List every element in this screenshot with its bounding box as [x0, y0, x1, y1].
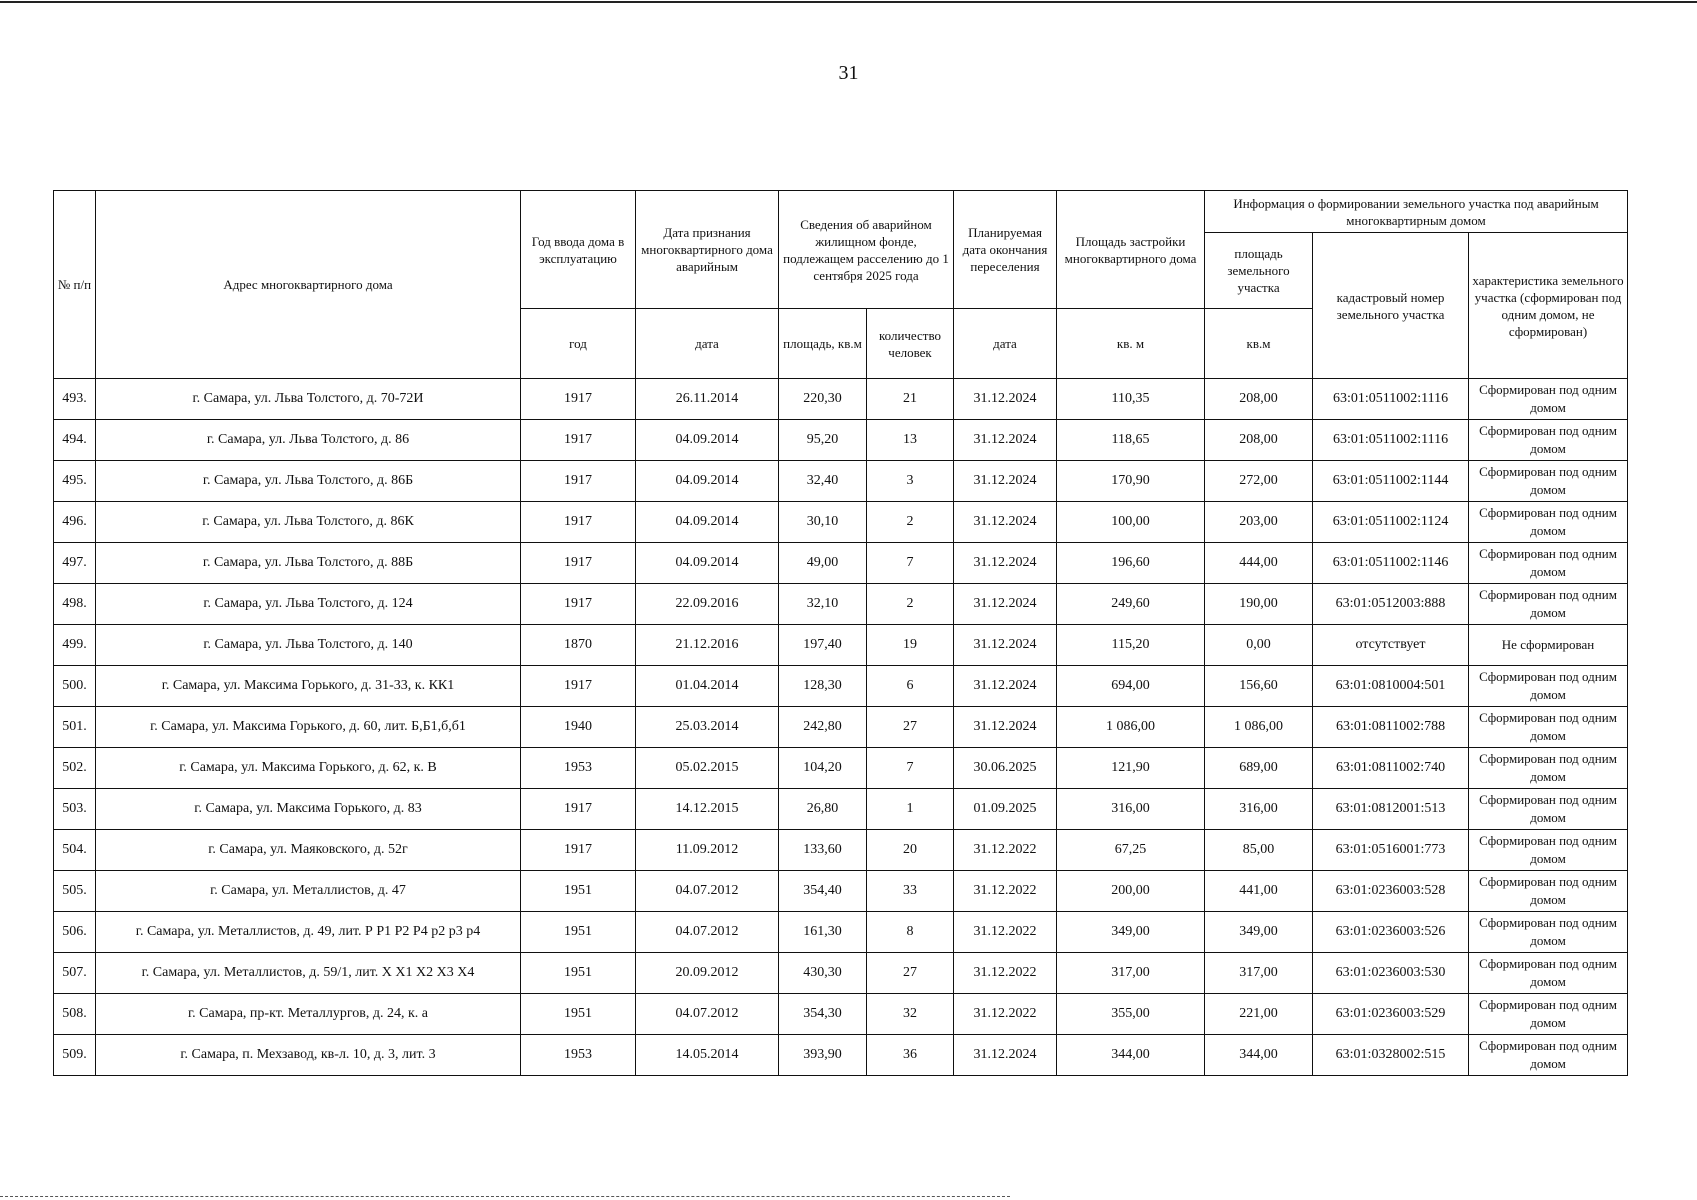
cell-address: г. Самара, ул. Льва Толстого, д. 86: [96, 420, 521, 461]
table-row: [54, 461, 1628, 502]
cell-people: 7: [867, 748, 954, 789]
cell-date-declared: 04.09.2014: [636, 461, 779, 502]
cell-planned-date: 31.12.2024: [954, 379, 1057, 420]
cell-date-declared: 01.04.2014: [636, 666, 779, 707]
table-row: [54, 379, 1628, 420]
cell-address: г. Самара, ул. Металлистов, д. 47: [96, 871, 521, 912]
cell-year: 1917: [521, 666, 636, 707]
bottom-border-line: [0, 1196, 1010, 1197]
cell-date-declared: 22.09.2016: [636, 584, 779, 625]
cell-land-area: 0,00: [1205, 625, 1313, 666]
cell-status: Сформирован под одним домом: [1469, 420, 1628, 461]
cell-land-area: 208,00: [1205, 379, 1313, 420]
cell-cadastral: отсутствует: [1313, 625, 1469, 666]
table-row: [54, 625, 1628, 666]
cell-people: 3: [867, 461, 954, 502]
cell-land-area: 317,00: [1205, 953, 1313, 994]
cell-land-area: 156,60: [1205, 666, 1313, 707]
table-row: [54, 584, 1628, 625]
cell-building-area: 67,25: [1057, 830, 1205, 871]
unit-land-area: кв.м: [1205, 309, 1313, 379]
cell-area: 430,30: [779, 953, 867, 994]
page-number: 31: [838, 62, 859, 84]
cell-building-area: 1 086,00: [1057, 707, 1205, 748]
cell-land-area: 349,00: [1205, 912, 1313, 953]
cell-land-area: 344,00: [1205, 1035, 1313, 1076]
cell-address: г. Самара, ул. Льва Толстого, д. 70-72И: [96, 379, 521, 420]
cell-num: 505.: [54, 871, 96, 912]
cell-address: г. Самара, ул. Льва Толстого, д. 86Б: [96, 461, 521, 502]
cell-address: г. Самара, ул. Максима Горького, д. 31-33, к. КК1: [96, 666, 521, 707]
table-row: [54, 789, 1628, 830]
cell-year: 1870: [521, 625, 636, 666]
cell-date-declared: 14.12.2015: [636, 789, 779, 830]
cell-people: 6: [867, 666, 954, 707]
cell-num: 496.: [54, 502, 96, 543]
cell-status: Сформирован под одним домом: [1469, 994, 1628, 1035]
cell-num: 493.: [54, 379, 96, 420]
cell-address: г. Самара, ул. Максима Горького, д. 62, к. В: [96, 748, 521, 789]
cell-land-area: 272,00: [1205, 461, 1313, 502]
emergency-housing-table: [53, 190, 1628, 1076]
table-row: [54, 707, 1628, 748]
cell-building-area: 344,00: [1057, 1035, 1205, 1076]
cell-address: г. Самара, п. Мехзавод, кв-л. 10, д. 3, лит. 3: [96, 1035, 521, 1076]
cell-num: 499.: [54, 625, 96, 666]
cell-date-declared: 26.11.2014: [636, 379, 779, 420]
table-row: [54, 543, 1628, 584]
cell-cadastral: 63:01:0511002:1124: [1313, 502, 1469, 543]
cell-year: 1951: [521, 912, 636, 953]
cell-year: 1951: [521, 871, 636, 912]
cell-cadastral: 63:01:0516001:773: [1313, 830, 1469, 871]
cell-year: 1917: [521, 830, 636, 871]
cell-land-area: 441,00: [1205, 871, 1313, 912]
cell-status: Не сформирован: [1469, 625, 1628, 666]
cell-people: 8: [867, 912, 954, 953]
cell-planned-date: 31.12.2024: [954, 707, 1057, 748]
cell-status: Сформирован под одним домом: [1469, 912, 1628, 953]
cell-people: 1: [867, 789, 954, 830]
cell-building-area: 249,60: [1057, 584, 1205, 625]
table-row: [54, 1035, 1628, 1076]
cell-cadastral: 63:01:0811002:740: [1313, 748, 1469, 789]
cell-planned-date: 31.12.2024: [954, 461, 1057, 502]
cell-num: 504.: [54, 830, 96, 871]
cell-planned-date: 31.12.2022: [954, 953, 1057, 994]
cell-status: Сформирован под одним домом: [1469, 953, 1628, 994]
cell-building-area: 170,90: [1057, 461, 1205, 502]
cell-status: Сформирован под одним домом: [1469, 666, 1628, 707]
cell-area: 242,80: [779, 707, 867, 748]
cell-status: Сформирован под одним домом: [1469, 543, 1628, 584]
cell-planned-date: 01.09.2025: [954, 789, 1057, 830]
cell-year: 1951: [521, 953, 636, 994]
cell-area: 393,90: [779, 1035, 867, 1076]
cell-year: 1917: [521, 420, 636, 461]
cell-num: 500.: [54, 666, 96, 707]
cell-num: 502.: [54, 748, 96, 789]
cell-cadastral: 63:01:0511002:1116: [1313, 379, 1469, 420]
cell-people: 32: [867, 994, 954, 1035]
cell-planned-date: 31.12.2024: [954, 584, 1057, 625]
header-cadastral-number: кадастровый номер земельного участка: [1313, 233, 1469, 379]
cell-people: 13: [867, 420, 954, 461]
cell-people: 27: [867, 707, 954, 748]
cell-num: 495.: [54, 461, 96, 502]
cell-planned-date: 31.12.2024: [954, 543, 1057, 584]
cell-status: Сформирован под одним домом: [1469, 461, 1628, 502]
cell-year: 1953: [521, 748, 636, 789]
cell-building-area: 115,20: [1057, 625, 1205, 666]
cell-date-declared: 04.09.2014: [636, 543, 779, 584]
header-date-declared: Дата признания многоквартирного дома аварийным: [636, 191, 779, 309]
cell-planned-date: 31.12.2024: [954, 502, 1057, 543]
cell-status: Сформирован под одним домом: [1469, 748, 1628, 789]
cell-planned-date: 30.06.2025: [954, 748, 1057, 789]
cell-people: 21: [867, 379, 954, 420]
cell-land-area: 208,00: [1205, 420, 1313, 461]
unit-date-declared: дата: [636, 309, 779, 379]
cell-planned-date: 31.12.2022: [954, 871, 1057, 912]
cell-date-declared: 04.09.2014: [636, 420, 779, 461]
unit-planned-date: дата: [954, 309, 1057, 379]
cell-people: 2: [867, 502, 954, 543]
cell-area: 49,00: [779, 543, 867, 584]
cell-building-area: 317,00: [1057, 953, 1205, 994]
cell-status: Сформирован под одним домом: [1469, 584, 1628, 625]
cell-date-declared: 14.05.2014: [636, 1035, 779, 1076]
unit-year: год: [521, 309, 636, 379]
cell-building-area: 118,65: [1057, 420, 1205, 461]
unit-people: количество человек: [867, 309, 954, 379]
header-emergency-info: Сведения об аварийном жилищном фонде, подлежащем расселению до 1 сентября 2025 года: [779, 191, 954, 309]
cell-address: г. Самара, ул. Льва Толстого, д. 140: [96, 625, 521, 666]
cell-planned-date: 31.12.2024: [954, 625, 1057, 666]
cell-land-area: 444,00: [1205, 543, 1313, 584]
cell-area: 30,10: [779, 502, 867, 543]
cell-planned-date: 31.12.2022: [954, 912, 1057, 953]
cell-address: г. Самара, ул. Металлистов, д. 59/1, лит. Х Х1 Х2 Х3 Х4: [96, 953, 521, 994]
cell-address: г. Самара, ул. Металлистов, д. 49, лит. Р Р1 Р2 Р4 р2 р3 р4: [96, 912, 521, 953]
cell-land-area: 316,00: [1205, 789, 1313, 830]
table-row: [54, 748, 1628, 789]
unit-building-area: кв. м: [1057, 309, 1205, 379]
cell-planned-date: 31.12.2024: [954, 1035, 1057, 1076]
cell-year: 1917: [521, 502, 636, 543]
cell-date-declared: 04.07.2012: [636, 871, 779, 912]
cell-building-area: 196,60: [1057, 543, 1205, 584]
cell-address: г. Самара, ул. Максима Горького, д. 60, лит. Б,Б1,б,б1: [96, 707, 521, 748]
cell-status: Сформирован под одним домом: [1469, 379, 1628, 420]
header-year-commissioned: Год ввода дома в эксплуатацию: [521, 191, 636, 309]
cell-status: Сформирован под одним домом: [1469, 502, 1628, 543]
cell-building-area: 121,90: [1057, 748, 1205, 789]
cell-date-declared: 11.09.2012: [636, 830, 779, 871]
cell-cadastral: 63:01:0511002:1116: [1313, 420, 1469, 461]
cell-num: 497.: [54, 543, 96, 584]
cell-area: 220,30: [779, 379, 867, 420]
top-border-line: [0, 1, 1697, 3]
cell-people: 20: [867, 830, 954, 871]
cell-cadastral: 63:01:0512003:888: [1313, 584, 1469, 625]
cell-cadastral: 63:01:0811002:788: [1313, 707, 1469, 748]
cell-num: 494.: [54, 420, 96, 461]
cell-building-area: 100,00: [1057, 502, 1205, 543]
cell-num: 509.: [54, 1035, 96, 1076]
cell-num: 503.: [54, 789, 96, 830]
cell-land-area: 689,00: [1205, 748, 1313, 789]
cell-year: 1917: [521, 789, 636, 830]
table-row: [54, 912, 1628, 953]
cell-land-area: 85,00: [1205, 830, 1313, 871]
cell-address: г. Самара, ул. Льва Толстого, д. 124: [96, 584, 521, 625]
cell-area: 32,10: [779, 584, 867, 625]
cell-date-declared: 20.09.2012: [636, 953, 779, 994]
table-body: [54, 379, 1628, 1076]
table-row: [54, 994, 1628, 1035]
cell-cadastral: 63:01:0236003:530: [1313, 953, 1469, 994]
cell-cadastral: 63:01:0511002:1146: [1313, 543, 1469, 584]
cell-year: 1917: [521, 379, 636, 420]
cell-num: 501.: [54, 707, 96, 748]
table-row: [54, 871, 1628, 912]
cell-year: 1917: [521, 543, 636, 584]
cell-area: 128,30: [779, 666, 867, 707]
cell-cadastral: 63:01:0810004:501: [1313, 666, 1469, 707]
unit-area: площадь, кв.м: [779, 309, 867, 379]
cell-address: г. Самара, ул. Максима Горького, д. 83: [96, 789, 521, 830]
cell-land-area: 203,00: [1205, 502, 1313, 543]
cell-status: Сформирован под одним домом: [1469, 1035, 1628, 1076]
cell-area: 32,40: [779, 461, 867, 502]
cell-area: 197,40: [779, 625, 867, 666]
cell-area: 161,30: [779, 912, 867, 953]
cell-address: г. Самара, ул. Маяковского, д. 52г: [96, 830, 521, 871]
cell-building-area: 200,00: [1057, 871, 1205, 912]
cell-planned-date: 31.12.2024: [954, 666, 1057, 707]
header-planned-end: Планируемая дата окончания переселения: [954, 191, 1057, 309]
cell-people: 33: [867, 871, 954, 912]
cell-people: 19: [867, 625, 954, 666]
cell-num: 507.: [54, 953, 96, 994]
cell-land-area: 1 086,00: [1205, 707, 1313, 748]
cell-date-declared: 05.02.2015: [636, 748, 779, 789]
cell-date-declared: 21.12.2016: [636, 625, 779, 666]
cell-people: 27: [867, 953, 954, 994]
cell-area: 26,80: [779, 789, 867, 830]
cell-building-area: 349,00: [1057, 912, 1205, 953]
cell-people: 7: [867, 543, 954, 584]
cell-people: 2: [867, 584, 954, 625]
cell-cadastral: 63:01:0812001:513: [1313, 789, 1469, 830]
cell-planned-date: 31.12.2022: [954, 830, 1057, 871]
table-row: [54, 953, 1628, 994]
cell-cadastral: 63:01:0511002:1144: [1313, 461, 1469, 502]
cell-cadastral: 63:01:0328002:515: [1313, 1035, 1469, 1076]
cell-land-area: 190,00: [1205, 584, 1313, 625]
cell-address: г. Самара, ул. Льва Толстого, д. 86К: [96, 502, 521, 543]
table-row: [54, 666, 1628, 707]
cell-address: г. Самара, пр-кт. Металлургов, д. 24, к. а: [96, 994, 521, 1035]
cell-cadastral: 63:01:0236003:528: [1313, 871, 1469, 912]
cell-people: 36: [867, 1035, 954, 1076]
cell-date-declared: 04.07.2012: [636, 994, 779, 1035]
cell-year: 1951: [521, 994, 636, 1035]
cell-num: 506.: [54, 912, 96, 953]
table-row: [54, 502, 1628, 543]
cell-status: Сформирован под одним домом: [1469, 789, 1628, 830]
cell-planned-date: 31.12.2024: [954, 420, 1057, 461]
table-row: [54, 830, 1628, 871]
cell-status: Сформирован под одним домом: [1469, 871, 1628, 912]
header-building-area: Площадь застройки многоквартирного дома: [1057, 191, 1205, 309]
cell-num: 498.: [54, 584, 96, 625]
table-header: [54, 191, 1628, 379]
header-land-area: площадь земельного участка: [1205, 233, 1313, 309]
table-row: [54, 420, 1628, 461]
cell-building-area: 355,00: [1057, 994, 1205, 1035]
cell-year: 1940: [521, 707, 636, 748]
cell-date-declared: 25.03.2014: [636, 707, 779, 748]
cell-status: Сформирован под одним домом: [1469, 830, 1628, 871]
cell-area: 133,60: [779, 830, 867, 871]
cell-building-area: 694,00: [1057, 666, 1205, 707]
cell-area: 104,20: [779, 748, 867, 789]
cell-area: 95,20: [779, 420, 867, 461]
header-land-info: Информация о формировании земельного участка под аварийным многоквартирным домом: [1205, 191, 1628, 233]
cell-num: 508.: [54, 994, 96, 1035]
cell-building-area: 316,00: [1057, 789, 1205, 830]
cell-cadastral: 63:01:0236003:529: [1313, 994, 1469, 1035]
cell-cadastral: 63:01:0236003:526: [1313, 912, 1469, 953]
cell-date-declared: 04.09.2014: [636, 502, 779, 543]
cell-area: 354,30: [779, 994, 867, 1035]
header-num: № п/п: [54, 191, 96, 379]
cell-area: 354,40: [779, 871, 867, 912]
header-address: Адрес многоквартирного дома: [96, 191, 521, 379]
cell-year: 1917: [521, 461, 636, 502]
cell-year: 1953: [521, 1035, 636, 1076]
header-land-characteristic: характеристика земельного участка (сформирован под одним домом, не сформирован): [1469, 233, 1628, 379]
cell-status: Сформирован под одним домом: [1469, 707, 1628, 748]
cell-address: г. Самара, ул. Льва Толстого, д. 88Б: [96, 543, 521, 584]
cell-planned-date: 31.12.2022: [954, 994, 1057, 1035]
cell-land-area: 221,00: [1205, 994, 1313, 1035]
cell-year: 1917: [521, 584, 636, 625]
cell-building-area: 110,35: [1057, 379, 1205, 420]
cell-date-declared: 04.07.2012: [636, 912, 779, 953]
